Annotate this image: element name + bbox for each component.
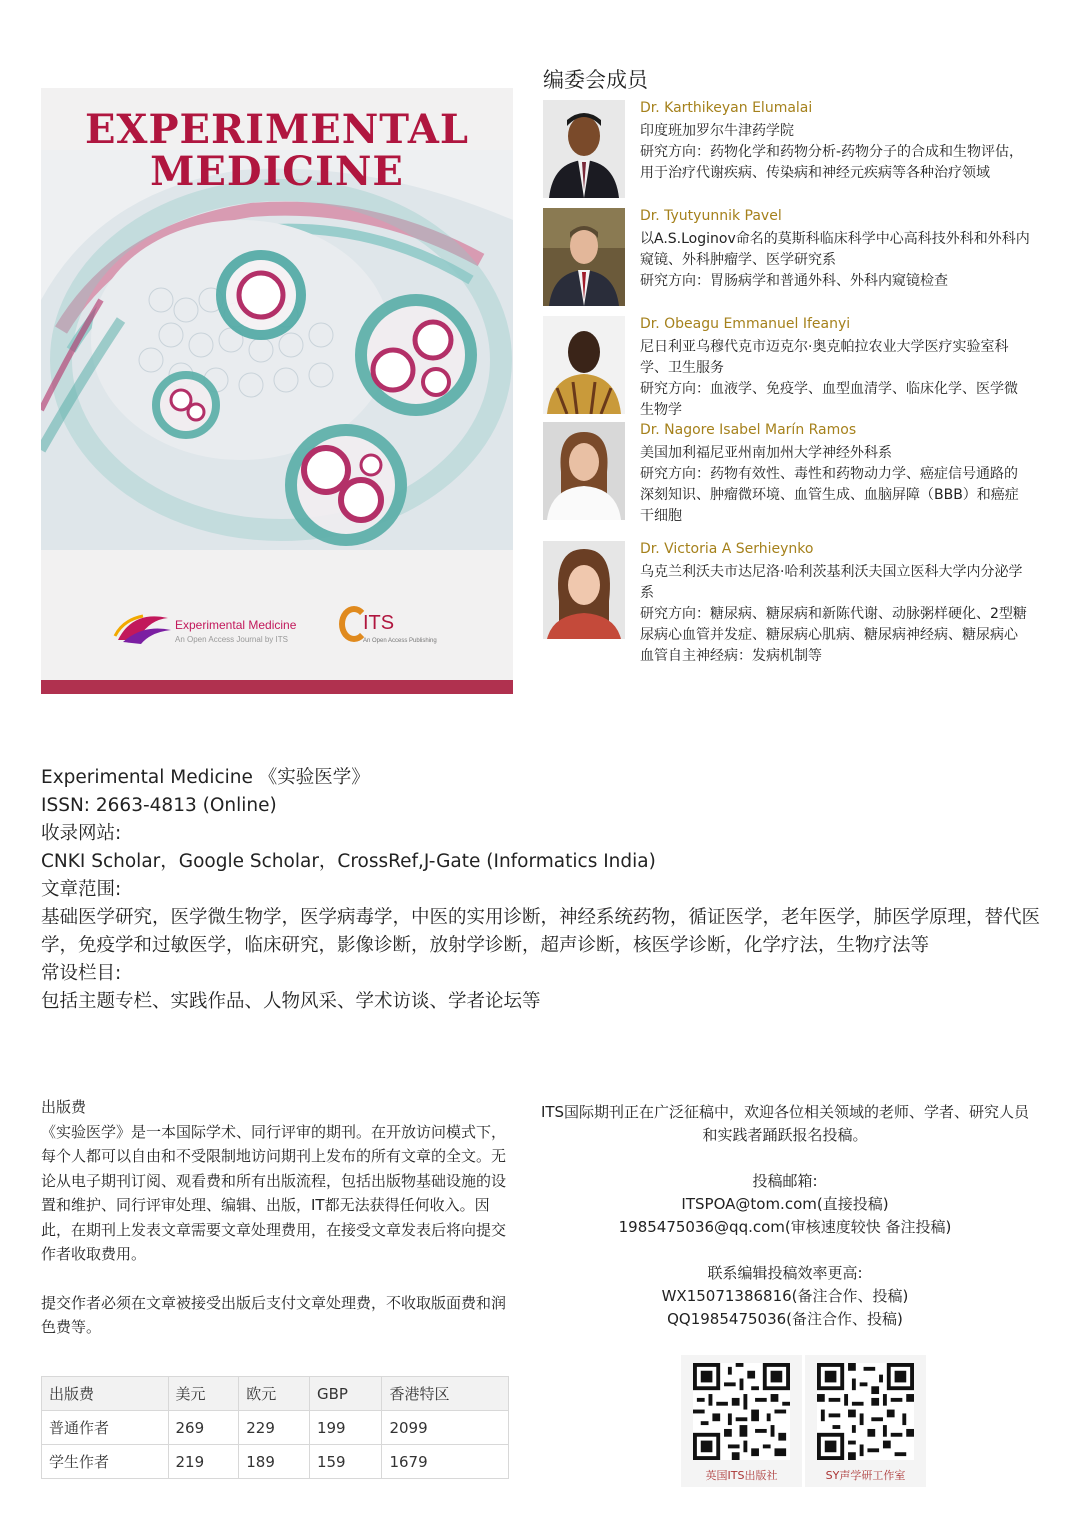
table-cell: 普通作者 [42, 1411, 169, 1445]
cover-bottom-bar [41, 680, 513, 694]
qq-contact: QQ1985475036(备注合作、投稿) [667, 1310, 903, 1328]
qr-code-its[interactable] [681, 1355, 802, 1487]
journal-info [41, 764, 1041, 1016]
table-cell: 189 [239, 1445, 310, 1479]
board-title: 编委会成员 [543, 68, 648, 92]
table-header-cell: 出版费 [42, 1377, 169, 1411]
scope-text: 基础医学研究，医学微生物学，医学病毒学，中医的实用诊断，神经系统药物，循证医学，老年医学，肺医学原理，替代医学，免疫学和过敏医学，临床研究，影像诊断，放射学诊断，超声诊断，核医学诊断，化学疗法，生物疗法等 [41, 907, 1041, 956]
email-qq[interactable]: 1985475036@qq.com(审核速度较快 备注投稿) [618, 1218, 952, 1236]
cover-microscopy-image [41, 150, 513, 550]
logo1-subtitle: An Open Access Journal by ITS [175, 635, 288, 644]
fee-paragraph-1: 《实验医学》是一本国际学术、同行评审的期刊。在开放访问模式下，每个人都可以自由和不受限制地访问期刊上发布的所有文章的全文。无论从电子期刊订阅、观看费和所有出版流程，包括出版物基础设施的设置和维护、同行评审处理、编辑、出版，IT都无法获得任何收入。因此，在期刊上发表文章需要文章处理费用，在接受文章发表后将向提交作者收取费用。 [41, 1122, 507, 1263]
table-cell: 2099 [382, 1411, 509, 1445]
member-info: 美国加利福尼亚州南加州大学神经外科系 研究方向：药物有效性、毒性和药物动力学、癌症信号通路的深刻知识、肿瘤微环境、血管生成、血脑屏障（BBB）和癌症干细胞 [640, 445, 1019, 524]
editor-label: 联系编辑投稿效率更高: [707, 1264, 863, 1282]
cover-logos [41, 588, 513, 678]
indexed-label: 收录网站: [41, 823, 122, 844]
email-direct[interactable]: ITSPOA@tom.com(直接投稿) [681, 1195, 889, 1213]
table-row [42, 1445, 509, 1479]
member-photo [543, 541, 625, 639]
fee-paragraph-2: 提交作者必须在文章被接受出版后支付文章处理费，不收取版面费和润色费等。 [41, 1293, 507, 1336]
journal-issn: ISSN: 2663-4813 (Online) [41, 795, 277, 816]
fee-section [41, 1095, 509, 1340]
table-cell: 199 [309, 1411, 381, 1445]
fee-heading: 出版费 [41, 1098, 87, 1116]
member-card [543, 100, 1043, 204]
qr-code-icon [693, 1363, 790, 1460]
contact-section [530, 1101, 1040, 1331]
member-info: 印度班加罗尔牛津药学院 研究方向：药物化学和药物分析-药物分子的合成和生物评估，用于治疗代谢疾病、传染病和神经元疾病等各种治疗领域 [640, 123, 1024, 181]
journal-name: Experimental Medicine 《实验医学》 [41, 767, 370, 788]
table-cell: 159 [309, 1445, 381, 1479]
member-card [543, 422, 1043, 542]
fee-table [41, 1376, 509, 1479]
logo2-title: ITS [363, 612, 395, 634]
table-header-cell: 美元 [168, 1377, 239, 1411]
table-header-cell: 欧元 [239, 1377, 310, 1411]
swirl-logo-icon [113, 610, 173, 646]
member-photo [543, 422, 625, 520]
table-cell: 学生作者 [42, 1445, 169, 1479]
cover-title-line1: EXPERIMENTAL [84, 106, 470, 153]
table-cell: 1679 [382, 1445, 509, 1479]
member-card [543, 541, 1043, 664]
table-row [42, 1411, 509, 1445]
scope-label: 文章范围: [41, 879, 122, 900]
columns-text: 包括主题专栏、实践作品、人物风采、学术访谈、学者论坛等 [41, 991, 541, 1012]
table-header-cell: GBP [309, 1377, 381, 1411]
cover-title-line2: MEDICINE [150, 148, 404, 195]
member-info: 尼日利亚乌穆代克市迈克尔·奥克帕拉农业大学医疗实验室科学、卫生服务 研究方向：血液学、免疫学、血型血清学、临床化学、医学微生物学 [640, 339, 1018, 418]
table-cell: 269 [168, 1411, 239, 1445]
qr-caption-its: 英国ITS出版社 [705, 1469, 778, 1482]
member-name: Dr. Tyutyunnik Pavel [640, 208, 782, 224]
journal-cover [41, 88, 513, 694]
table-header-row [42, 1377, 509, 1411]
logo2-subtitle: An Open Access Publishing [363, 638, 437, 644]
member-name: Dr. Obeagu Emmanuel Ifeanyi [640, 316, 851, 332]
member-photo [543, 316, 625, 414]
member-card [543, 208, 1043, 312]
table-cell: 219 [168, 1445, 239, 1479]
member-info: 以A.S.Loginov命名的莫斯科临床科学中心高科技外科和外科内窥镜、外科肿瘤学、医学研究系 研究方向：胃肠病学和普通外科、外科内窥镜检查 [640, 231, 1030, 289]
qr-code-icon [817, 1363, 914, 1460]
email-label: 投稿邮箱: [752, 1172, 818, 1190]
member-card [543, 316, 1043, 420]
member-photo [543, 208, 625, 306]
qr-code-sy[interactable] [805, 1355, 926, 1487]
logo1-title: Experimental Medicine [175, 618, 297, 632]
member-name: Dr. Nagore Isabel Marín Ramos [640, 422, 857, 438]
table-cell: 229 [239, 1411, 310, 1445]
member-photo [543, 100, 625, 198]
wechat-contact: WX15071386816(备注合作、投稿) [661, 1287, 909, 1305]
member-name: Dr. Victoria A Serhieynko [640, 541, 814, 557]
indexed-list: CNKI Scholar，Google Scholar，CrossRef,J-Gate (Informatics India) [41, 851, 656, 872]
table-header-cell: 香港特区 [382, 1377, 509, 1411]
member-info: 乌克兰利沃夫市达尼洛·哈利茨基利沃夫国立医科大学内分泌学系 研究方向：糖尿病、糖尿病和新陈代谢、动脉粥样硬化、2型糖尿病心血管并发症、糖尿病心肌病、糖尿病神经病、糖尿病心血管自主神经病：发病机制等 [640, 564, 1027, 664]
qr-caption-sy: SY声学研工作室 [825, 1469, 906, 1482]
columns-label: 常设栏目: [41, 963, 122, 984]
member-name: Dr. Karthikeyan Elumalai [640, 100, 813, 116]
contact-intro: ITS国际期刊正在广泛征稿中，欢迎各位相关领域的老师、学者、研究人员和实践者踊跃报名投稿。 [540, 1103, 1030, 1144]
